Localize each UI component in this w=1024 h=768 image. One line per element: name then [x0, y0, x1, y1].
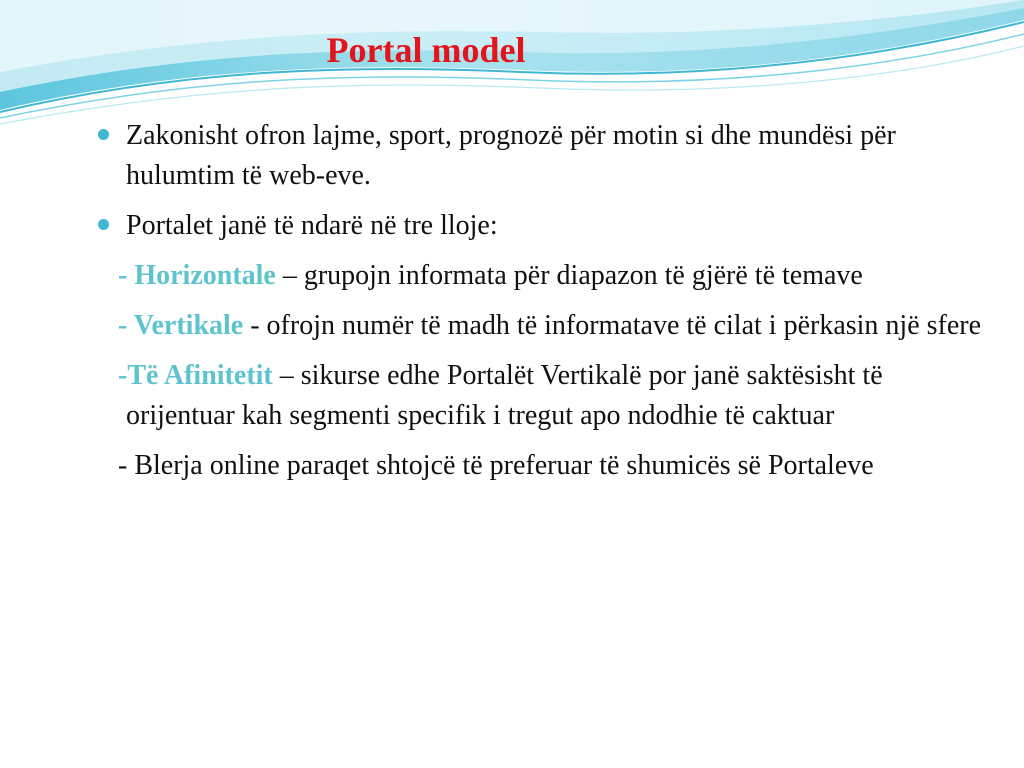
bullet-item	[96, 116, 996, 196]
type-description: – sikurse edhe Portalët Vertikalë por janë saktësisht të orijentuar kah segmenti specifik i tregut apo ndodhie të caktuar	[126, 360, 883, 431]
bullet-text: Zakonisht ofron lajme, sport, prognozë për motin si dhe mundësi për hulumtim të web-eve.	[126, 120, 896, 191]
type-prefix: -	[118, 360, 128, 391]
portal-type-affinity	[96, 356, 996, 436]
type-prefix: -	[118, 310, 134, 341]
closing-text: - Blerja online paraqet shtojcë të preferuar të shumicës së Portaleve	[118, 450, 874, 481]
bullet-dot-icon	[98, 129, 109, 140]
bullet-dot-icon	[98, 219, 109, 230]
slide-title: Portal model	[326, 30, 526, 70]
bullet-item	[96, 206, 996, 246]
portal-type-vertical	[96, 306, 996, 346]
bullet-text: Portalet janë të ndarë në tre lloje:	[126, 210, 498, 241]
type-prefix: -	[118, 260, 135, 291]
type-description: – grupojn informata për diapazon të gjërë të temave	[275, 260, 863, 291]
type-keyword: Të Afinitetit	[127, 360, 273, 391]
type-keyword: Horizontale	[134, 260, 276, 291]
portal-type-horizontal	[96, 256, 996, 296]
closing-note	[96, 446, 996, 486]
type-description: - ofrojn numër të madh të informatave të cilat i përkasin një sfere	[243, 310, 982, 341]
slide-content	[96, 116, 996, 496]
type-keyword: Vertikale	[133, 310, 244, 341]
